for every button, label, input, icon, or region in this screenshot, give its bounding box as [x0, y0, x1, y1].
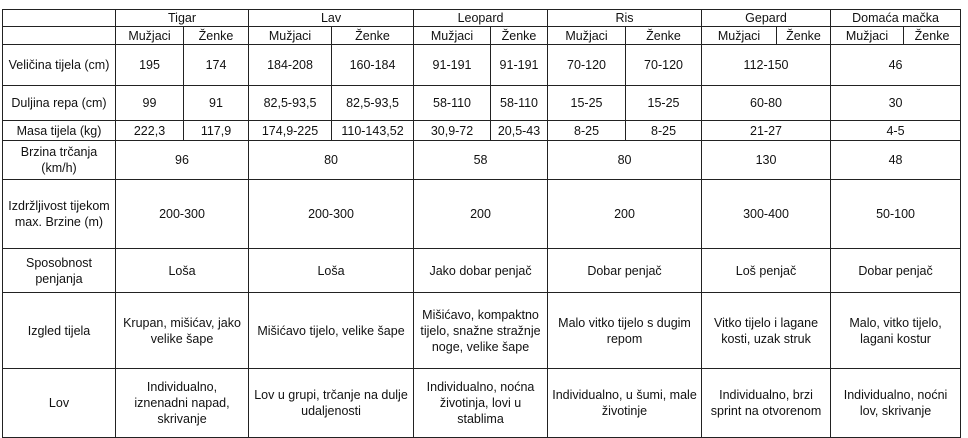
table-cell: Individualno, u šumi, male životinje — [548, 369, 702, 438]
table-cell: Individualno, brzi sprint na otvorenom — [702, 369, 831, 438]
header-female: Ženke — [777, 27, 831, 45]
table-cell: 99 — [116, 86, 184, 121]
row-label: Veličina tijela (cm) — [3, 45, 116, 86]
header-male: Mužjaci — [414, 27, 491, 45]
row-body-size — [3, 45, 961, 86]
header-male: Mužjaci — [548, 27, 626, 45]
table-cell: 200-300 — [116, 180, 249, 249]
header-female: Ženke — [184, 27, 249, 45]
table-cell: 117,9 — [184, 121, 249, 141]
table-cell: 222,3 — [116, 121, 184, 141]
table-cell: 300-400 — [702, 180, 831, 249]
table-cell: Individualno, noćni lov, skrivanje — [831, 369, 961, 438]
table-cell: 20,5-43 — [491, 121, 548, 141]
table-cell: 8-25 — [548, 121, 626, 141]
header-male: Mužjaci — [116, 27, 184, 45]
table-cell: 195 — [116, 45, 184, 86]
table-cell: 58-110 — [491, 86, 548, 121]
table-cell: Individualno, iznenadni napad, skrivanje — [116, 369, 249, 438]
table-cell: 50-100 — [831, 180, 961, 249]
header-male: Mužjaci — [249, 27, 332, 45]
table-cell: 112-150 — [702, 45, 831, 86]
row-body-appearance — [3, 293, 961, 369]
table-cell: 48 — [831, 141, 961, 180]
feline-comparison-table — [2, 9, 961, 438]
table-cell: Krupan, mišićav, jako velike šape — [116, 293, 249, 369]
row-endurance — [3, 180, 961, 249]
table-cell: 21-27 — [702, 121, 831, 141]
row-label: Izdržljivost tijekom max. Brzine (m) — [3, 180, 116, 249]
table-cell: 82,5-93,5 — [249, 86, 332, 121]
header-female: Ženke — [491, 27, 548, 45]
comparison-table-wrapper — [2, 9, 961, 438]
table-cell: 30 — [831, 86, 961, 121]
row-running-speed — [3, 141, 961, 180]
table-cell: Malo vitko tijelo s dugim repom — [548, 293, 702, 369]
table-cell: Dobar penjač — [548, 249, 702, 293]
table-cell: 130 — [702, 141, 831, 180]
table-cell: 82,5-93,5 — [332, 86, 414, 121]
table-cell: 58-110 — [414, 86, 491, 121]
header-animal: Domaća mačka — [831, 10, 961, 27]
header-female: Ženke — [332, 27, 414, 45]
row-body-mass — [3, 121, 961, 141]
table-cell: 15-25 — [626, 86, 702, 121]
table-cell: Loš penjač — [702, 249, 831, 293]
table-cell: Dobar penjač — [831, 249, 961, 293]
table-cell: 200 — [548, 180, 702, 249]
table-cell: Vitko tijelo i lagane kosti, uzak struk — [702, 293, 831, 369]
header-male: Mužjaci — [702, 27, 777, 45]
table-cell: Jako dobar penjač — [414, 249, 548, 293]
header-animal: Lav — [249, 10, 414, 27]
row-label: Sposobnost penjanja — [3, 249, 116, 293]
table-cell: Individualno, noćna životinja, lovi u stablima — [414, 369, 548, 438]
header-row-sex — [3, 27, 961, 45]
table-cell: 96 — [116, 141, 249, 180]
table-cell: 174 — [184, 45, 249, 86]
table-cell: 200 — [414, 180, 548, 249]
table-cell: 174,9-225 — [249, 121, 332, 141]
table-cell: 46 — [831, 45, 961, 86]
table-cell: 200-300 — [249, 180, 414, 249]
header-animal: Leopard — [414, 10, 548, 27]
table-cell: 58 — [414, 141, 548, 180]
row-label: Masa tijela (kg) — [3, 121, 116, 141]
table-cell: 91 — [184, 86, 249, 121]
table-cell: Loša — [116, 249, 249, 293]
table-cell: 15-25 — [548, 86, 626, 121]
table-cell: 70-120 — [626, 45, 702, 86]
header-female: Ženke — [904, 27, 961, 45]
row-label: Duljina repa (cm) — [3, 86, 116, 121]
table-cell: 8-25 — [626, 121, 702, 141]
table-cell: Loša — [249, 249, 414, 293]
table-cell: 70-120 — [548, 45, 626, 86]
row-label: Lov — [3, 369, 116, 438]
table-cell: Lov u grupi, trčanje na dulje udaljenosti — [249, 369, 414, 438]
corner-cell — [3, 27, 116, 45]
row-label: Izgled tijela — [3, 293, 116, 369]
table-cell: Mišićavo, kompaktno tijelo, snažne stražnje noge, velike šape — [414, 293, 548, 369]
row-tail-length — [3, 86, 961, 121]
table-cell: 110-143,52 — [332, 121, 414, 141]
table-cell: 91-191 — [491, 45, 548, 86]
table-cell: Malo, vitko tijelo, lagani kostur — [831, 293, 961, 369]
table-cell: 80 — [249, 141, 414, 180]
header-male: Mužjaci — [831, 27, 904, 45]
row-climbing — [3, 249, 961, 293]
table-cell: 60-80 — [702, 86, 831, 121]
header-female: Ženke — [626, 27, 702, 45]
header-animal: Gepard — [702, 10, 831, 27]
corner-cell — [3, 10, 116, 27]
row-label: Brzina trčanja (km/h) — [3, 141, 116, 180]
table-cell: 30,9-72 — [414, 121, 491, 141]
header-animal: Tigar — [116, 10, 249, 27]
table-cell: Mišićavo tijelo, velike šape — [249, 293, 414, 369]
table-cell: 184-208 — [249, 45, 332, 86]
table-cell: 4-5 — [831, 121, 961, 141]
header-animal: Ris — [548, 10, 702, 27]
table-cell: 80 — [548, 141, 702, 180]
table-cell: 91-191 — [414, 45, 491, 86]
row-hunting — [3, 369, 961, 438]
table-cell: 160-184 — [332, 45, 414, 86]
header-row-animals — [3, 10, 961, 27]
